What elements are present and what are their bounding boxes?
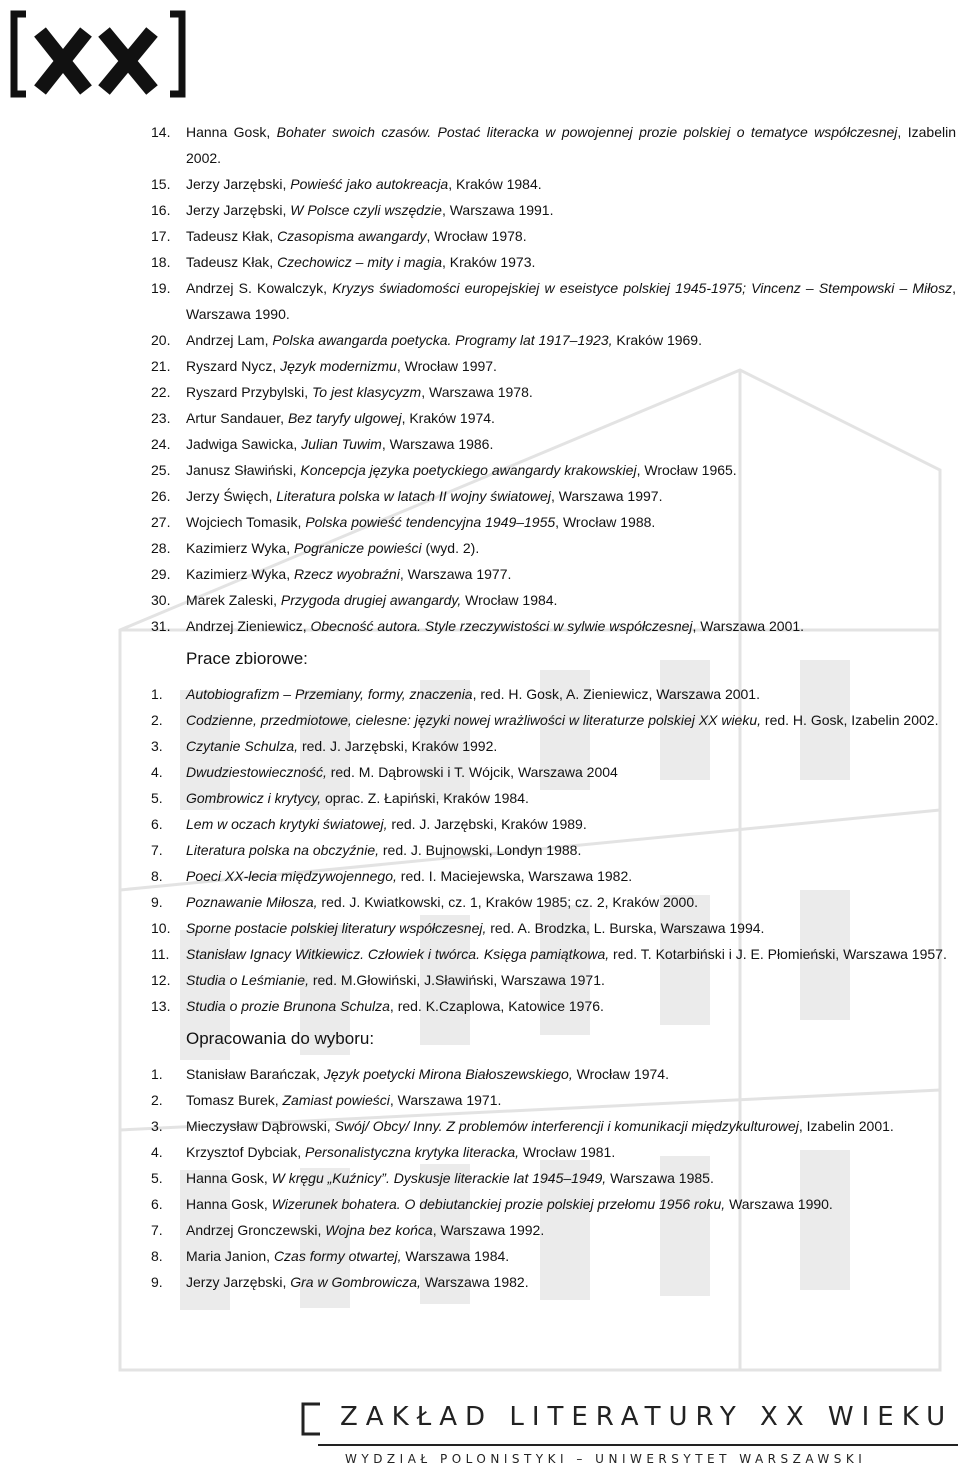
item-title: Czechowicz – mity i magia [277,254,442,270]
item-number: 3. [151,1118,163,1134]
list-item [0,1191,960,1217]
item-author: Jerzy Jarzębski, [186,176,291,192]
list-item [0,379,960,405]
item-details: red. A. Brodzka, L. Burska, Warszawa 1994. [486,920,765,936]
item-number: 17. [151,228,171,244]
list-item [0,405,960,431]
list-item [0,431,960,457]
item-number: 26. [151,488,171,504]
list-item [0,941,960,967]
item-title: Poznawanie Miłosza, [186,894,318,910]
item-details: , Wrocław 1978. [426,228,527,244]
item-details: Wrocław 1984. [461,592,558,608]
item-title: Literatura polska w latach II wojny światowej [276,488,551,504]
item-details: Kraków 1969. [612,332,702,348]
item-title: Literatura polska na obczyźnie, [186,842,379,858]
item-title: Przygoda drugiej awangardy, [280,592,462,608]
item-title: Czytanie Schulza, [186,738,299,754]
item-number: 5. [151,1170,163,1186]
item-author: Andrzej Lam, [186,332,273,348]
item-title: Pogranicze powieści [294,540,422,556]
item-title: Studia o prozie Brunona Schulza [186,998,390,1014]
item-title: Sporne postacie polskiej literatury współczesnej, [186,920,487,936]
item-number: 1. [151,686,163,702]
item-number: 28. [151,540,171,556]
item-details: red. H. Gosk, Izabelin 2002. [761,712,939,728]
item-author: Tadeusz Kłak, [186,254,278,270]
item-details: Warszawa 1985. [606,1170,714,1186]
item-details: red. M. Dąbrowski i T. Wójcik, Warszawa 2004 [326,764,618,780]
list-item [0,171,960,197]
item-title: Zamiast powieści [282,1092,390,1108]
item-number: 2. [151,712,163,728]
item-number: 8. [151,1248,163,1264]
item-number: 3. [151,738,163,754]
item-number: 7. [151,1222,163,1238]
item-details: , Warszawa 1997. [550,488,663,504]
document-body [0,119,960,1295]
item-title: Studia o Leśmianie, [186,972,309,988]
item-title: Bez taryfy ulgowej [287,410,402,426]
item-title: Codzienne, przedmiotowe, cielesne: języki nowej wrażliwości w literaturze polskiej XX wieku, [186,712,762,728]
item-title: Bohater swoich czasów. Postać literacka w powojennej prozie polskiej o tematyce współczesnej [276,124,898,140]
list-item [0,811,960,837]
item-number: 2. [151,1092,163,1108]
item-author: Tomasz Burek, [186,1092,283,1108]
item-number: 4. [151,764,163,780]
item-details: , Izabelin 2001. [798,1118,894,1134]
footer-faculty-name: WYDZIAŁ POLONISTYKI – UNIWERSYTET WARSZAWSKI [345,1452,867,1466]
item-title: Poeci XX-lecia międzywojennego, [186,868,397,884]
item-number: 27. [151,514,171,530]
item-number: 18. [151,254,171,270]
list-item [0,993,960,1019]
item-author: Jerzy Jarzębski, [186,1274,291,1290]
item-author: Tadeusz Kłak, [186,228,278,244]
item-details: , red. H. Gosk, A. Zieniewicz, Warszawa 2001. [472,686,760,702]
item-number: 6. [151,1196,163,1212]
item-number: 16. [151,202,171,218]
item-details: oprac. Z. Łapiński, Kraków 1984. [321,790,529,806]
item-number: 23. [151,410,171,426]
item-number: 25. [151,462,171,478]
list-item [0,249,960,275]
item-details: Warszawa 1982. [420,1274,529,1290]
item-details: , Warszawa 1971. [389,1092,502,1108]
item-details: Wrocław 1981. [519,1144,616,1160]
item-details: , Warszawa 1992. [432,1222,545,1238]
item-number: 22. [151,384,171,400]
item-title: Polska awangarda poetycka. Programy lat 1917–1923, [272,332,613,348]
item-details: , Warszawa 1986. [381,436,494,452]
item-details: red. T. Kotarbiński i J. E. Płomieński, Warszawa 1957. [609,946,947,962]
item-title: W kręgu „Kuźnicy”. Dyskusje literackie lat 1945–1949, [271,1170,607,1186]
item-details: , Warszawa 1978. [421,384,533,400]
item-author: Wojciech Tomasik, [186,514,306,530]
item-details: , red. K.Czaplowa, Katowice 1976. [389,998,604,1014]
item-title: Wojna bez końca [325,1222,433,1238]
item-title: Koncepcja języka poetyckiego awangardy krakowskiej [300,462,637,478]
item-author: Artur Sandauer, [186,410,288,426]
item-details: , Kraków 1974. [401,410,495,426]
item-details: red. J. Jarzębski, Kraków 1992. [298,738,498,754]
list-item [0,1113,960,1139]
list-item [0,457,960,483]
list-item [0,587,960,613]
list-item [0,785,960,811]
list-item [0,1139,960,1165]
item-number: 9. [151,894,163,910]
item-title: Rzecz wyobraźni [294,566,400,582]
item-title: Lem w oczach krytyki światowej, [186,816,388,832]
section-heading-collective: Prace zbiorowe: [186,649,308,668]
list-item [0,509,960,535]
bibliography-list [0,119,960,639]
item-title: Dwudziestowieczność, [186,764,327,780]
item-author: Kazimierz Wyka, [186,566,295,582]
item-title: Swój/ Obcy/ Inny. Z problemów interferencji i komunikacji międzykulturowej [334,1118,799,1134]
item-author: Andrzej Zieniewicz, [186,618,311,634]
item-number: 13. [151,998,171,1014]
item-number: 7. [151,842,163,858]
item-number: 29. [151,566,171,582]
item-author: Andrzej S. Kowalczyk, [186,280,333,296]
item-title: Autobiografizm – Przemiany, formy, znaczenia [186,686,473,702]
item-title: Polska powieść tendencyjna 1949–1955 [305,514,556,530]
item-details: (wyd. 2). [421,540,480,556]
item-details: , Warszawa 1977. [399,566,512,582]
item-number: 21. [151,358,171,374]
item-author: Ryszard Przybylski, [186,384,313,400]
item-title: Personalistyczna krytyka literacka, [305,1144,519,1160]
list-item [0,561,960,587]
item-title: Stanisław Ignacy Witkiewicz. Człowiek i twórca. Księga pamiątkowa, [186,946,610,962]
item-title: Wizerunek bohatera. O debiutanckiej prozie polskiej przełomu 1956 roku, [271,1196,726,1212]
list-item [0,707,960,733]
list-item [0,967,960,993]
footer-bracket-icon [300,1402,322,1436]
list-item [0,837,960,863]
list-item [0,759,960,785]
list-item [0,889,960,915]
item-author: Jadwiga Sawicka, [186,436,302,452]
item-author: Krzysztof Dybciak, [186,1144,306,1160]
item-number: 14. [151,124,171,140]
item-author: Jerzy Święch, [186,488,277,504]
item-author: Hanna Gosk, [186,1170,272,1186]
item-title: Julian Tuwim [301,436,382,452]
collective-works-list [0,681,960,1019]
list-item [0,353,960,379]
item-details: Warszawa 1990. [725,1196,833,1212]
list-item [0,863,960,889]
list-item [0,681,960,707]
item-title: To jest klasycyzm [312,384,422,400]
item-author: Hanna Gosk, [186,124,277,140]
list-item [0,1165,960,1191]
item-author: Jerzy Jarzębski, [186,202,291,218]
list-item [0,613,960,639]
item-details: , Wrocław 1997. [396,358,497,374]
list-item [0,1217,960,1243]
list-item [0,275,960,327]
section-heading-selected: Opracowania do wyboru: [186,1029,375,1048]
item-number: 19. [151,280,171,296]
item-number: 24. [151,436,171,452]
list-item [0,915,960,941]
item-title: W Polsce czyli wszędzie [290,202,442,218]
item-number: 31. [151,618,171,634]
item-details: red. J. Jarzębski, Kraków 1989. [387,816,587,832]
department-logo [8,8,188,100]
item-author: Janusz Sławiński, [186,462,301,478]
item-details: red. I. Maciejewska, Warszawa 1982. [396,868,633,884]
item-author: Kazimierz Wyka, [186,540,295,556]
item-details: , Kraków 1984. [448,176,542,192]
item-details: Warszawa 1984. [401,1248,510,1264]
item-details: , Warszawa 2001. [692,618,805,634]
item-number: 9. [151,1274,163,1290]
item-number: 1. [151,1066,163,1082]
item-author: Hanna Gosk, [186,1196,272,1212]
item-details: , Warszawa 1991. [441,202,554,218]
item-details: Wrocław 1974. [572,1066,669,1082]
item-number: 6. [151,816,163,832]
list-item [0,119,960,171]
item-title: Obecność autora. Style rzeczywistości w sylwie współczesnej [310,618,693,634]
item-details: , Izabelin 2002. [186,124,956,166]
item-title: Język poetycki Mirona Białoszewskiego, [323,1066,573,1082]
list-item [0,535,960,561]
item-author: Andrzej Gronczewski, [186,1222,326,1238]
list-item [0,483,960,509]
list-item [0,1243,960,1269]
item-details: , Warszawa 1990. [186,280,956,322]
list-item [0,223,960,249]
item-number: 10. [151,920,171,936]
item-details: , Wrocław 1965. [636,462,737,478]
item-title: Gombrowicz i krytycy, [186,790,322,806]
item-number: 4. [151,1144,163,1160]
item-number: 11. [151,946,170,962]
item-details: , Kraków 1973. [442,254,536,270]
list-item [0,197,960,223]
list-item [0,1061,960,1087]
item-title: Kryzys świadomości europejskiej w eseistyce polskiej 1945-1975; Vincenz – Stempowski – Miłosz [332,280,953,296]
item-author: Mieczysław Dąbrowski, [186,1118,335,1134]
item-author: Ryszard Nycz, [186,358,281,374]
footer-department-name: ZAKŁAD LITERATURY XX WIEKU [340,1402,954,1432]
item-title: Czasopisma awangardy [277,228,427,244]
item-title: Gra w Gombrowicza, [290,1274,421,1290]
item-details: , Wrocław 1988. [555,514,656,530]
item-number: 12. [151,972,171,988]
selected-works-list [0,1061,960,1295]
item-title: Powieść jako autokreacja [290,176,449,192]
item-number: 5. [151,790,163,806]
list-item [0,1269,960,1295]
list-item [0,327,960,353]
item-author: Stanisław Barańczak, [186,1066,324,1082]
item-title: Czas formy otwartej, [273,1248,402,1264]
item-number: 8. [151,868,163,884]
footer-divider [318,1444,958,1446]
item-details: red. J. Bujnowski, Londyn 1988. [379,842,582,858]
item-number: 20. [151,332,171,348]
item-details: red. J. Kwiatkowski, cz. 1, Kraków 1985; cz. 2, Kraków 2000. [317,894,699,910]
item-author: Marek Zaleski, [186,592,281,608]
list-item [0,1087,960,1113]
item-number: 15. [151,176,171,192]
item-author: Maria Janion, [186,1248,274,1264]
item-title: Język modernizmu [280,358,397,374]
list-item [0,733,960,759]
item-number: 30. [151,592,171,608]
item-details: red. M.Głowiński, J.Sławiński, Warszawa 1971. [308,972,605,988]
